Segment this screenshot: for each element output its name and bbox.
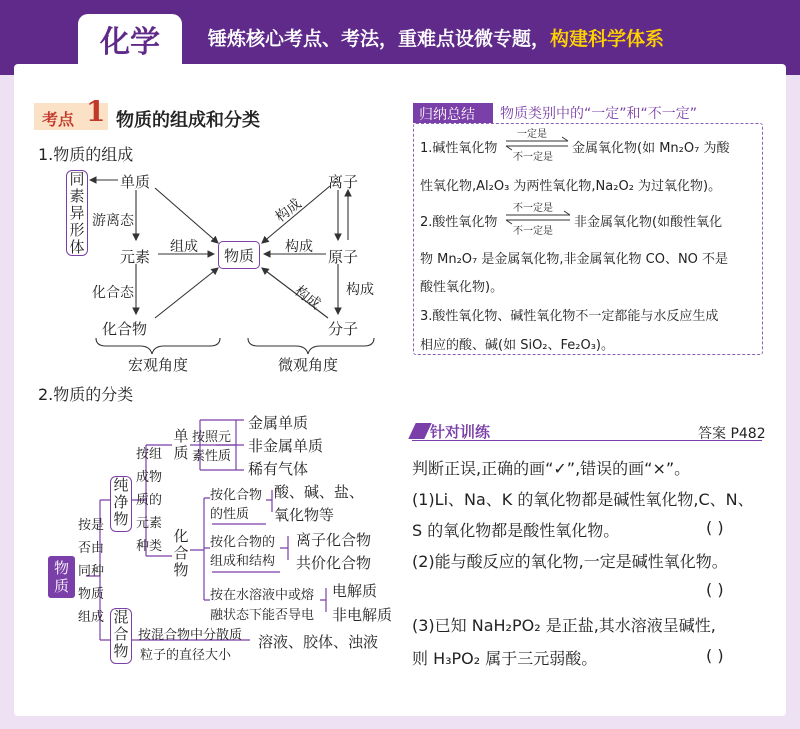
summary-l2-top: 不一定是 xyxy=(513,203,553,214)
basis-pure: 按组成物质的元素种类 xyxy=(135,447,162,554)
subject-tab: 化学 xyxy=(78,14,182,64)
question-2a: (2)能与酸反应的氧化物,一定是碱性氧化物。 xyxy=(412,552,728,571)
practice-intro: 判断正误,正确的画“✓”,错误的画“×”。 xyxy=(412,459,691,478)
answer-blank-2[interactable]: ( ) xyxy=(706,580,724,599)
summary-l1b: 金属氧化物(如 Mn₂O₇ 为酸 xyxy=(572,141,730,156)
basis-dz: 按照元素性质 xyxy=(192,430,232,464)
edge-youli: 游离态 xyxy=(92,213,134,229)
node-wuzhi: 物质 xyxy=(218,241,260,269)
basis-struct: 按化合物的组成和结构 xyxy=(210,535,276,569)
struct-item-0: 离子化合物 xyxy=(296,531,372,549)
summary-l3a: 3.酸性氧化物、碱性氧化物不一定都能与水反应生成 xyxy=(420,309,719,324)
basis-prop: 按化合物的性质 xyxy=(210,488,263,522)
edge-goucheng-lizi: 构成 xyxy=(272,195,305,226)
dz-item-0: 金属单质 xyxy=(248,414,309,432)
summary-title: 物质类别中的“一定”和“不一定” xyxy=(500,106,698,122)
dz-item-2: 稀有气体 xyxy=(248,460,309,478)
struct-item-1: 共价化合物 xyxy=(296,554,372,572)
basis-mix-1: 按混合物中分散质 xyxy=(138,628,243,643)
part2-title: 2.物质的分类 xyxy=(38,385,134,404)
root-wuzhi: 物质 xyxy=(48,556,75,598)
micro-label: 微观角度 xyxy=(278,356,339,374)
summary-l1a: 1.碱性氧化物 xyxy=(420,141,498,156)
mix-items: 溶液、胶体、浊液 xyxy=(258,633,379,651)
answer-ref: 答案 P482 xyxy=(698,426,766,442)
dz-item-1: 非金属单质 xyxy=(248,437,324,455)
summary-l2a: 2.酸性氧化物 xyxy=(420,215,498,230)
summary-l2-bottom: 不一定是 xyxy=(513,226,553,237)
node-fenzi: 分子 xyxy=(328,320,359,338)
summary-tag: 归纳总结 xyxy=(413,103,493,123)
prop-items: 酸、碱、盐、氧化物等 xyxy=(274,483,365,524)
node-chunjingwu: 纯净物 xyxy=(110,476,132,532)
summary-l3b: 相应的酸、碱(如 SiO₂、Fe₂O₃)。 xyxy=(420,338,615,353)
summary-arrow-top: 一定是 xyxy=(517,129,547,140)
node-huahewu: 化合物 xyxy=(102,320,148,338)
edge-goucheng-yuanzi: 构成 xyxy=(285,239,313,255)
node-huahewu-2: 化合物 xyxy=(173,527,189,579)
node-yuansu: 元素 xyxy=(120,248,151,266)
edge-goucheng-fenzi: 构成 xyxy=(291,282,324,313)
kaodian-number: 1 xyxy=(86,95,106,128)
question-3a: (3)已知 NaH₂PO₂ 是正盐,其水溶液呈碱性, xyxy=(412,616,716,635)
answer-blank-3[interactable]: ( ) xyxy=(706,646,724,665)
node-tongsu: 同素异形体 xyxy=(66,170,88,256)
elec-item-1: 非电解质 xyxy=(332,606,393,624)
answer-blank-1[interactable]: ( ) xyxy=(706,518,724,537)
edge-goucheng-atom-molecule: 构成 xyxy=(346,282,374,298)
edge-huahe: 化合态 xyxy=(92,285,134,301)
question-1b: S 的氧化物都是酸性氧化物。 xyxy=(412,521,620,540)
section-title: 物质的组成和分类 xyxy=(116,110,260,131)
summary-arrow-bottom: 不一定是 xyxy=(513,152,553,163)
summary-l2c: 物 Mn₂O₇ 是金属氧化物,非金属氧化物 CO、NO 不是 xyxy=(420,252,729,267)
node-danzhi: 单质 xyxy=(120,173,151,191)
node-danzhi-2: 单质 xyxy=(173,427,189,462)
basis-elec-2: 融状态下能否导电 xyxy=(210,608,315,623)
part1-title: 1.物质的组成 xyxy=(38,145,134,164)
elec-item-0: 电解质 xyxy=(332,582,378,600)
header-tagline: 锤炼核心考点、考法，重难点设微专题，构建科学体系 xyxy=(208,28,665,50)
node-yuanzi: 原子 xyxy=(328,248,359,266)
header-highlight: 构建科学体系 xyxy=(550,28,665,50)
node-hunhewu: 混合物 xyxy=(110,608,132,664)
summary-l2b: 非金属氧化物(如酸性氧化 xyxy=(574,215,723,230)
node-lizi: 离子 xyxy=(328,173,359,191)
basis-elec-1: 按在水溶液中或熔 xyxy=(210,588,315,603)
question-1a: (1)Li、Na、K 的氧化物都是碱性氧化物,C、N、 xyxy=(412,490,754,509)
summary-l1c: 性氧化物,Al₂O₃ 为两性氧化物,Na₂O₂ 为过氧化物)。 xyxy=(420,179,722,194)
summary-l2d: 酸性氧化物)。 xyxy=(420,280,504,295)
macro-label: 宏观角度 xyxy=(128,356,189,374)
practice-title: 针对训练 xyxy=(430,423,491,441)
kaodian-label: 考点 xyxy=(34,103,108,130)
question-3b: 则 H₃PO₂ 属于三元弱酸。 xyxy=(412,649,598,668)
basis-root: 按是否由同种物质组成 xyxy=(77,518,104,625)
edge-zucheng: 组成 xyxy=(170,239,198,255)
basis-mix-2: 粒子的直径大小 xyxy=(140,648,232,663)
